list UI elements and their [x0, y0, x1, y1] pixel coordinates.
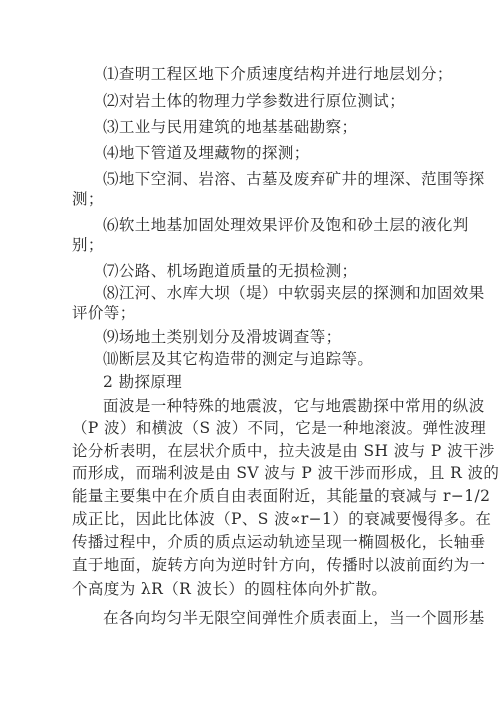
- list-item-6: ⑹软土地基加固处理效果评价及饱和砂土层的液化判: [103, 216, 469, 234]
- list-item-2: ⑵对岩土体的物理力学参数进行原位测试；: [103, 92, 406, 110]
- section-heading: 2 勘探原理: [103, 373, 183, 391]
- paragraph-line: 个高度为 λR（R 波长）的圆柱体向外扩散。: [72, 580, 388, 598]
- list-item-10: ⑽断层及其它构造带的测定与追踪等。: [103, 350, 374, 368]
- paragraph-line: 传播过程中，介质的质点运动轨迹呈现一椭圆极化，长轴垂: [72, 533, 486, 551]
- list-item-5-cont: 测；: [72, 190, 104, 208]
- paragraph-line: 直于地面，旋转方向为逆时针方向，传播时以波前面约为一: [72, 556, 486, 574]
- list-item-6-cont: 别；: [72, 236, 104, 254]
- paragraph-line: （P 波）和横波（S 波）不同，它是一种地滚波。弹性波理: [72, 419, 487, 437]
- list-item-4: ⑷地下管道及埋藏物的探测；: [103, 144, 310, 162]
- list-item-3: ⑶工业与民用建筑的地基基础勘察；: [103, 118, 358, 136]
- list-item-9: ⑼场地土类别划分及滑坡调查等；: [103, 328, 342, 346]
- paragraph-line: 面波是一种特殊的地震波，它与地震勘探中常用的纵波: [103, 397, 485, 415]
- paragraph-line: 能量主要集中在介质自由表面附近，其能量的衰减与 r−1/2: [72, 487, 491, 505]
- list-item-7: ⑺公路、机场跑道质量的无损检测；: [103, 262, 358, 280]
- list-item-8-cont: 评价等；: [72, 304, 136, 322]
- paragraph-line: 成正比，因此比体波（P、S 波∝r−1）的衰减要慢得多。在: [72, 510, 492, 528]
- list-item-5: ⑸地下空洞、岩溶、古墓及废弃矿井的埋深、范围等探: [103, 170, 485, 188]
- paragraph-line: 在各向均匀半无限空间弹性介质表面上，当一个圆形基: [103, 609, 485, 627]
- paragraph-line: 而形成，而瑞利波是由 SV 波与 P 波干涉而形成，且 R 波的: [72, 464, 500, 482]
- list-item-8: ⑻江河、水库大坝（堤）中软弱夹层的探测和加固效果: [103, 284, 485, 302]
- paragraph-line: 论分析表明，在层状介质中，拉夫波是由 SH 波与 P 波干涉: [72, 442, 495, 460]
- list-item-1: ⑴查明工程区地下介质速度结构并进行地层划分；: [103, 65, 453, 83]
